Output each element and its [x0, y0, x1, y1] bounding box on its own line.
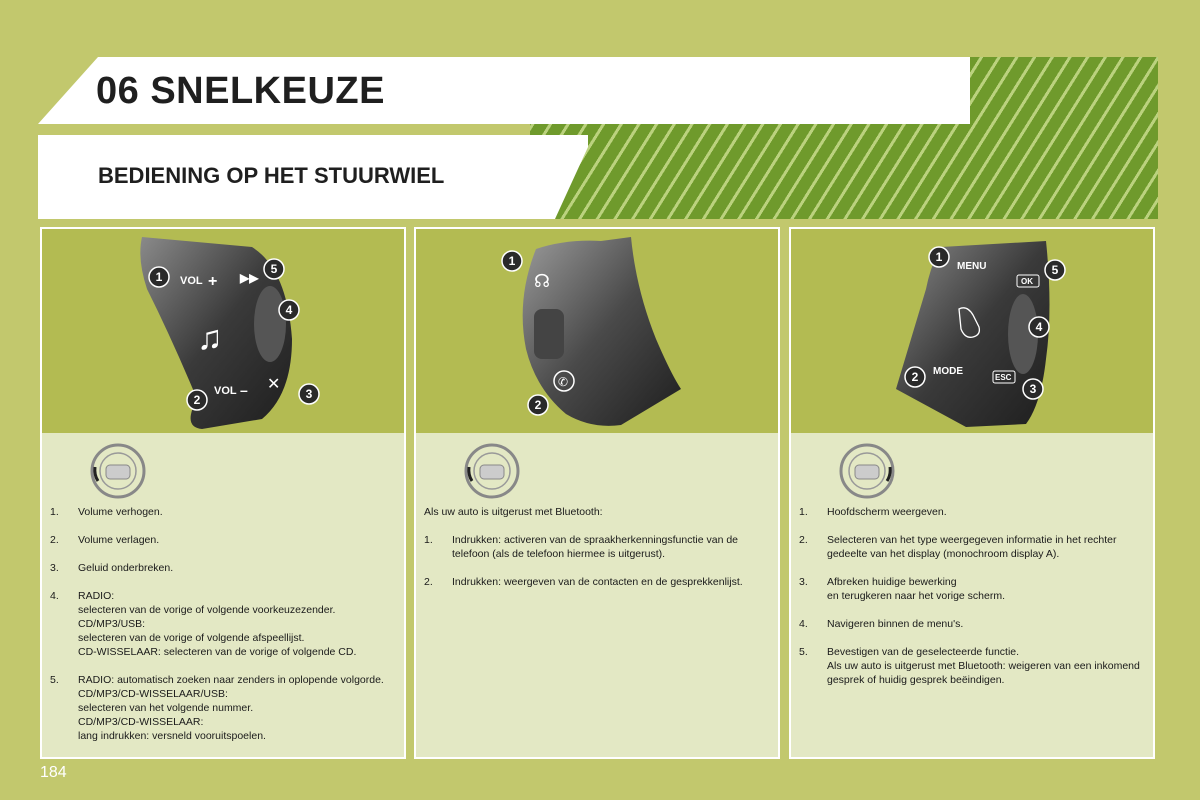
music-note-icon: ♫	[197, 319, 223, 357]
function-list	[424, 505, 768, 603]
svg-text:1: 1	[935, 250, 943, 264]
page-number: 184	[40, 764, 67, 781]
panel-audio-controls	[40, 227, 406, 759]
svg-text:4: 4	[285, 303, 293, 317]
svg-text:1: 1	[508, 254, 516, 268]
steering-control-audio-image	[42, 229, 404, 433]
list-item: 2. Selecteren van het type weergegeven informatie in het rechter gedeelte van het display (monochroom display A).	[799, 534, 1117, 560]
svg-text:3: 3	[1029, 382, 1037, 396]
svg-text:5: 5	[270, 262, 278, 276]
list-item: 3. Geluid onderbreken.	[50, 562, 174, 574]
list-item: 5. RADIO: automatisch zoeken naar zenders in oplopende volgorde. CD/MP3/CD-WISSELAAR/USB: selecteren van het volgende nummer. CD/MP3/CD-WISSELAAR: lang indrukken: versneld vooruitspoelen.	[50, 674, 384, 742]
svg-text:▶▶: ▶▶	[240, 271, 259, 285]
list-item: 1. Volume verhogen.	[50, 506, 163, 518]
voice-command-icon: ☊	[534, 271, 550, 291]
intro-text: Als uw auto is uitgerust met Bluetooth:	[424, 506, 603, 518]
panel-menu-controls	[789, 227, 1155, 759]
steering-wheel-icon	[831, 441, 903, 501]
menu-label: MENU	[957, 261, 987, 272]
function-list	[50, 505, 394, 757]
svg-text:5: 5	[1051, 263, 1059, 277]
svg-text:2: 2	[193, 393, 201, 407]
svg-text:1: 1	[155, 270, 163, 284]
steering-wheel-icon	[82, 441, 154, 501]
mute-icon: ✕	[267, 376, 281, 393]
mode-label: MODE	[933, 366, 963, 377]
steering-control-menu-image	[791, 229, 1153, 433]
list-item: 2. Indrukken: weergeven van de contacten en de gesprekkenlijst.	[424, 576, 743, 588]
list-item: 1. Indrukken: activeren van de spraakherkenningsfunctie van de telefoon (als de telefoon hiermee is uitgerust).	[424, 534, 739, 560]
list-item: 1. Hoofdscherm weergeven.	[799, 506, 947, 518]
svg-text:✆: ✆	[558, 375, 569, 389]
list-item: 3. Afbreken huidige bewerking en terugkeren naar het vorige scherm.	[799, 576, 1006, 602]
steering-wheel-icon	[456, 441, 528, 501]
page-title: 06 SNELKEUZE	[96, 70, 385, 112]
svg-text:4: 4	[1035, 320, 1043, 334]
svg-text:+: +	[208, 273, 218, 290]
list-item: 4. RADIO: selecteren van de vorige of volgende voorkeuzezender. CD/MP3/USB: selecteren van de vorige of volgende afspeellijst. CD-WISSELAAR: selecteren van de vorige of volgende CD.	[50, 590, 357, 658]
list-item: 5. Bevestigen van de geselecteerde functie. Als uw auto is uitgerust met Bluetooth: weigeren van een inkomend gesprek of huidig gesprek beëindigen.	[799, 646, 1140, 686]
svg-text:–: –	[240, 382, 248, 398]
svg-text:3: 3	[305, 387, 313, 401]
svg-text:2: 2	[911, 370, 919, 384]
panel-phone-controls	[414, 227, 780, 759]
vol-down-label: VOL	[214, 385, 237, 397]
list-item: 2. Volume verlagen.	[50, 534, 160, 546]
ok-label: OK	[1021, 277, 1033, 286]
list-item: 4. Navigeren binnen de menu's.	[799, 618, 964, 630]
svg-text:2: 2	[534, 398, 542, 412]
steering-control-phone-image	[416, 229, 778, 433]
section-title: BEDIENING OP HET STUURWIEL	[98, 163, 445, 188]
esc-label: ESC	[995, 373, 1012, 382]
function-list	[799, 505, 1143, 701]
vol-up-label: VOL	[180, 275, 203, 287]
